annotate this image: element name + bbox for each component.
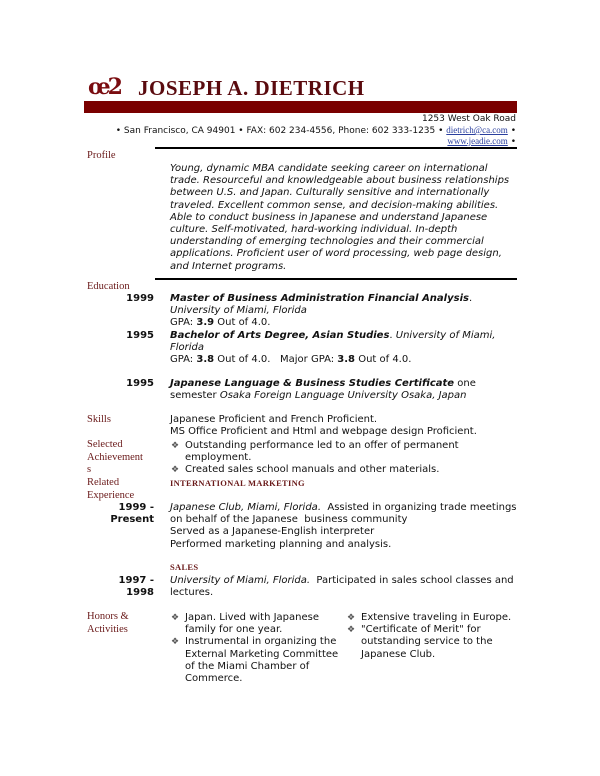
- gpa-label: GPA:: [170, 317, 197, 329]
- list-item: [170, 440, 510, 464]
- year-line: Present: [110, 514, 154, 526]
- header-bar: [84, 101, 517, 113]
- website-line: [447, 136, 516, 147]
- section-label-achievements: [87, 439, 143, 477]
- candidate-name: JOSEPH A. DIETRICH: [138, 76, 365, 100]
- honor-text: Extensive traveling in Europe.: [361, 612, 512, 623]
- diamond-bullet-icon: ❖: [171, 465, 180, 476]
- gpa-value: 3.8: [196, 354, 215, 366]
- gpa-scale: Out of 4.0.: [355, 354, 412, 366]
- skill-line: Japanese Proficient and French Proficient.: [170, 414, 378, 425]
- label-line: Experience: [87, 489, 135, 501]
- contact-line: [116, 125, 516, 136]
- website-link[interactable]: www.jeadie.com: [447, 136, 508, 146]
- contact-details: • San Francisco, CA 94901 • FAX: 602 234-4556, Phone: 602 333-1235 •: [115, 126, 444, 136]
- education-entry: [170, 293, 520, 330]
- major-gpa-value: 3.8: [337, 354, 356, 366]
- email-link[interactable]: dietrich@ca.com: [446, 125, 508, 135]
- gpa-scale: Out of 4.0. Major GPA:: [214, 354, 338, 366]
- experience-entry: [170, 502, 520, 551]
- school-name: Osaka Foreign Language University Osaka, Japan: [219, 390, 467, 402]
- section-label-experience: [87, 477, 134, 502]
- honor-text: Instrumental in organizing the External Marketing Committee of the Miami Chamber of Commerce.: [185, 636, 339, 685]
- label-line: Related: [87, 477, 120, 488]
- divider: [155, 147, 517, 149]
- list-item: [346, 612, 521, 624]
- gpa-value: 3.9: [196, 317, 215, 329]
- diamond-bullet-icon: ❖: [171, 613, 180, 623]
- skills-list: [170, 414, 520, 438]
- diamond-bullet-icon: ❖: [171, 637, 180, 648]
- experience-line: Served as a Japanese-English interpreter: [170, 526, 375, 538]
- gpa-label: GPA:: [170, 354, 197, 366]
- diamond-bullet-icon: ❖: [347, 613, 356, 623]
- profile-text: Young, dynamic MBA candidate seeking career on international trade. Resourceful and knowledgeable about business relationships between U.S. and Japan. Culturally sensitive and internationally traveled. Excellent common sense, and decision-making abilities. Able to conduct business in Japanese and understand Japanese culture. Self-motivated, hard-working individual. In-depth understanding of emerging technologies and their commercial applications. Proficient user of word processing, web page design, and Internet programs.: [170, 163, 510, 272]
- school-name: University of Miami, Florida: [170, 330, 496, 354]
- address-line: 1253 West Oak Road: [421, 114, 516, 124]
- organization: Japanese Club, Miami, Florida.: [170, 502, 321, 513]
- certificate-title: Japanese Language & Business Studies Certificate: [170, 378, 455, 389]
- section-label-honors: [87, 611, 129, 636]
- year-line: 1998: [126, 587, 154, 599]
- certificate-duration: one semester: [170, 378, 476, 402]
- experience-years: [100, 575, 154, 599]
- separator-bullet: •: [510, 126, 516, 136]
- list-item: [170, 612, 345, 636]
- punct: .: [389, 330, 393, 341]
- experience-heading: INTERNATIONAL MARKETING: [170, 478, 305, 488]
- gpa-scale: Out of 4.0.: [214, 317, 271, 329]
- education-year: 1995: [126, 378, 154, 389]
- achievement-text: Outstanding performance led to an offer of permanent employment.: [185, 440, 459, 464]
- list-item: [170, 636, 345, 685]
- logo-icon: œ2: [88, 74, 120, 100]
- experience-heading: SALES: [170, 562, 199, 572]
- experience-line: Assisted in organizing trade meetings on behalf of the Japanese business community: [170, 502, 520, 526]
- honor-text: "Certificate of Merit" for outstanding service to the Japanese Club.: [361, 624, 493, 660]
- section-label-skills: Skills: [87, 414, 111, 425]
- punct: .: [468, 293, 473, 304]
- achievement-text: Created sales school manuals and other materials.: [185, 464, 440, 476]
- label-line: Honors &: [87, 611, 129, 622]
- school-name: University of Miami, Florida: [170, 305, 307, 317]
- degree-title: Master of Business Administration Financial Analysis: [170, 293, 469, 304]
- achievements-list: [170, 440, 510, 477]
- divider: [155, 278, 517, 280]
- list-item: [346, 624, 521, 661]
- experience-entry: [170, 575, 520, 599]
- year-line: 1999 -: [118, 502, 154, 513]
- year-line: 1997 -: [118, 575, 154, 586]
- label-line: Achievement: [87, 451, 143, 463]
- skill-line: MS Office Proficient and Html and webpage design Proficient.: [170, 426, 477, 438]
- diamond-bullet-icon: ❖: [171, 441, 180, 451]
- separator-bullet: •: [510, 137, 516, 147]
- experience-line: Participated in sales school classes and lectures.: [170, 575, 517, 599]
- education-year: 1995: [126, 330, 154, 341]
- section-label-profile: Profile: [87, 150, 116, 161]
- degree-title: Bachelor of Arts Degree, Asian Studies: [170, 330, 390, 341]
- label-line: s: [87, 464, 92, 475]
- list-item: [170, 464, 510, 476]
- education-entry: [170, 330, 520, 367]
- education-year: 1999: [126, 293, 154, 304]
- label-line: Activities: [87, 623, 128, 635]
- honor-text: Japan. Lived with Japanese family for one year.: [185, 612, 319, 636]
- section-label-education: Education: [87, 281, 130, 292]
- organization: University of Miami, Florida.: [170, 575, 311, 586]
- experience-line: Performed marketing planning and analysis.: [170, 538, 392, 550]
- experience-years: [100, 502, 154, 526]
- honors-column-1: [170, 612, 345, 685]
- honors-column-2: [346, 612, 521, 661]
- education-entry: [170, 378, 520, 402]
- diamond-bullet-icon: ❖: [347, 625, 356, 636]
- label-line: Selected: [87, 439, 123, 450]
